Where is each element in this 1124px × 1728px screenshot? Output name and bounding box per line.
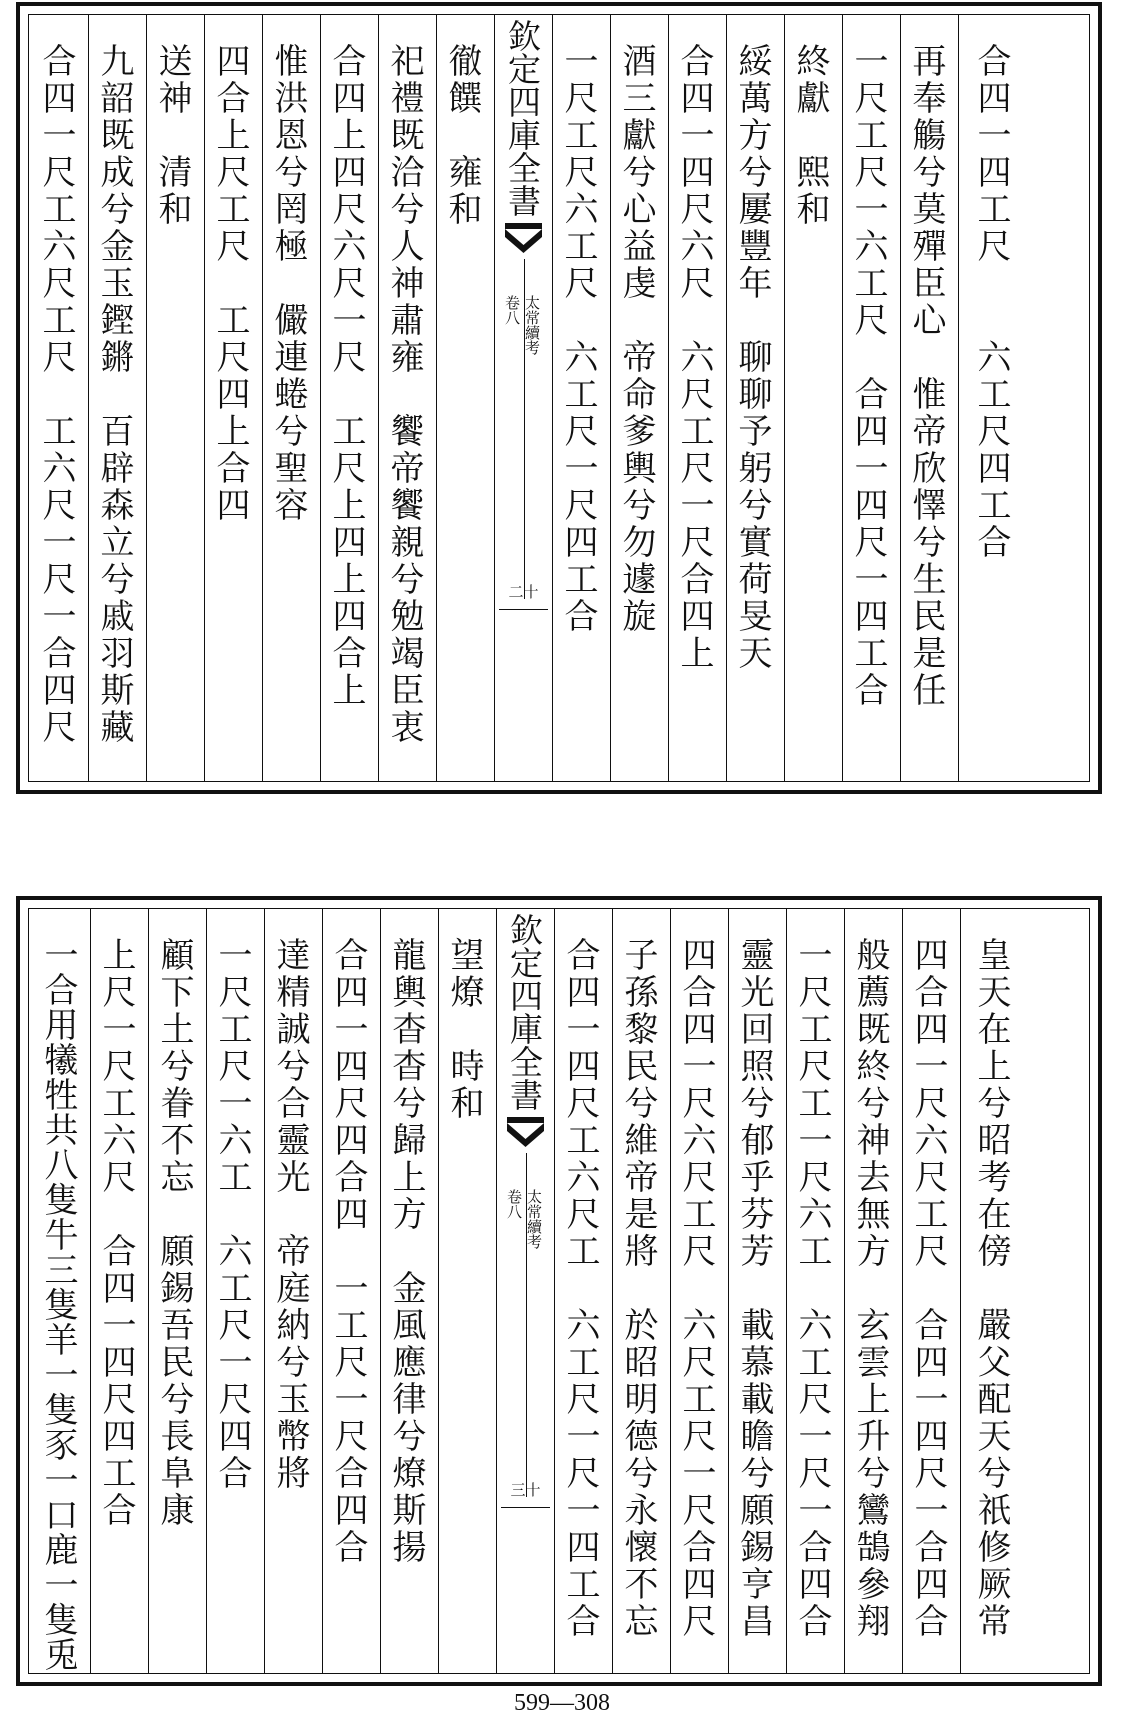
column-text: 達精誠兮合靈光 帝庭納兮玉幣將 <box>270 937 310 1492</box>
fish-tail-mark <box>505 223 542 253</box>
column <box>845 909 903 1673</box>
book-title: 欽定四庫全書 <box>505 913 544 1111</box>
juan-number: 卷八 <box>505 1189 523 1219</box>
column-text: 一尺工尺工一尺六工 六工尺一尺一合四合 <box>792 937 832 1640</box>
column <box>149 909 207 1673</box>
folio-divider <box>499 609 548 610</box>
column <box>147 15 205 781</box>
column-text: 惟洪恩兮罔極 儼連蜷兮聖容 <box>268 43 308 524</box>
top-page-frame <box>28 14 1090 782</box>
column <box>787 909 845 1673</box>
column-text: 徹饌 雍和 <box>442 43 482 228</box>
column-text: 四合上尺工尺 工尺四上合四 <box>210 43 250 524</box>
column <box>265 909 323 1673</box>
column-text: 合四一四尺工六尺工 六工尺一尺一四工合 <box>560 937 600 1640</box>
fish-tail-mark <box>507 1117 544 1147</box>
column-text: 上尺一尺工六尺 合四一四尺四工合 <box>96 937 136 1529</box>
column-text: 般薦既終兮神去無方 玄雲上升兮鸞鵠參翔 <box>850 937 890 1640</box>
column <box>555 909 613 1673</box>
column-text: 龍輿杳杳兮歸上方 金風應律兮燎斯揚 <box>386 937 426 1566</box>
bottom-page-frame <box>28 908 1090 1674</box>
column <box>323 909 381 1673</box>
column-text: 合四一四尺六尺 六尺工尺一尺合四上 <box>674 43 714 672</box>
column <box>903 909 961 1673</box>
column <box>89 15 147 781</box>
column-text: 顧下土兮眷不忘 願錫吾民兮長阜康 <box>154 937 194 1529</box>
center-fold <box>497 909 555 1673</box>
column <box>961 909 1023 1673</box>
column-text: 酒三獻兮心益虔 帝命爹輿兮勿遽旋 <box>616 43 656 635</box>
page-number: 599—308 <box>514 1690 610 1716</box>
column-text: 合四上四尺六尺一尺 工尺上四上四合上 <box>326 43 366 709</box>
column <box>843 15 901 781</box>
column <box>263 15 321 781</box>
column-text: 合四一四尺四合四 一工尺一尺合四合 <box>328 937 368 1566</box>
column-text: 一合用犧牲共八隻牛三隻羊一隻豕一口鹿一隻兎 <box>38 937 78 1672</box>
column-text: 四合四一尺六尺工尺 合四一四尺一合四合 <box>908 937 948 1640</box>
column <box>553 15 611 781</box>
column <box>611 15 669 781</box>
folio-divider <box>501 1507 550 1508</box>
column <box>207 909 265 1673</box>
top-page <box>16 2 1102 794</box>
column <box>91 909 149 1673</box>
column <box>321 15 379 781</box>
column <box>437 15 495 781</box>
folio-number: 三十 <box>510 1481 541 1499</box>
column-text: 一尺工尺六工尺 六工尺一尺四工合 <box>558 43 598 635</box>
bottom-page <box>16 896 1102 1686</box>
column-text: 望燎 時和 <box>444 937 484 1122</box>
folio-number: 二十 <box>508 583 539 601</box>
column-text: 子孫黎民兮維帝是將 於昭明德兮永懷不忘 <box>618 937 658 1640</box>
column <box>439 909 497 1673</box>
column <box>901 15 959 781</box>
column-text: 綏萬方兮屢豐年 聊聊予躬兮實荷旻天 <box>732 43 772 672</box>
column-text: 合四一四工尺 六工尺四工合 <box>971 43 1011 561</box>
column-text: 送神 清和 <box>152 43 192 228</box>
column-text: 合四一尺工六尺工尺 工六尺一尺一合四尺 <box>36 43 76 746</box>
column <box>729 909 787 1673</box>
center-fold <box>495 15 553 781</box>
column-text: 九韶既成兮金玉鏗鏘 百辟森立兮戚羽斯藏 <box>94 43 134 746</box>
column-text: 四合四一尺六尺工尺 六尺工尺一尺合四尺 <box>676 937 716 1640</box>
column <box>671 909 729 1673</box>
column <box>381 909 439 1673</box>
column <box>29 909 91 1673</box>
column <box>29 15 89 781</box>
column <box>379 15 437 781</box>
column <box>959 15 1023 781</box>
juan-number: 卷八 <box>503 295 521 325</box>
column <box>669 15 727 781</box>
book-title: 欽定四庫全書 <box>503 19 542 217</box>
column <box>205 15 263 781</box>
column-text: 祀禮既洽兮人神肅雍 饗帝饗親兮勉竭臣衷 <box>384 43 424 746</box>
column-text: 再奉觴兮莫殫臣心 惟帝欣懌兮生民是任 <box>906 43 946 709</box>
column-text: 一尺工尺一六工尺 合四一四尺一四工合 <box>848 43 888 709</box>
column-text: 終獻 熙和 <box>790 43 830 228</box>
column <box>727 15 785 781</box>
column-text: 靈光回照兮郁乎芬芳 載慕載瞻兮願錫亨昌 <box>734 937 774 1640</box>
column-text: 皇天在上兮昭考在傍 嚴父配天兮祇修厥常 <box>971 937 1011 1640</box>
book-subtitle: 太常續考 <box>525 1189 543 1249</box>
book-subtitle: 太常續考 <box>523 295 541 355</box>
column <box>785 15 843 781</box>
column-text: 一尺工尺一六工 六工尺一尺四合 <box>212 937 252 1492</box>
column <box>613 909 671 1673</box>
